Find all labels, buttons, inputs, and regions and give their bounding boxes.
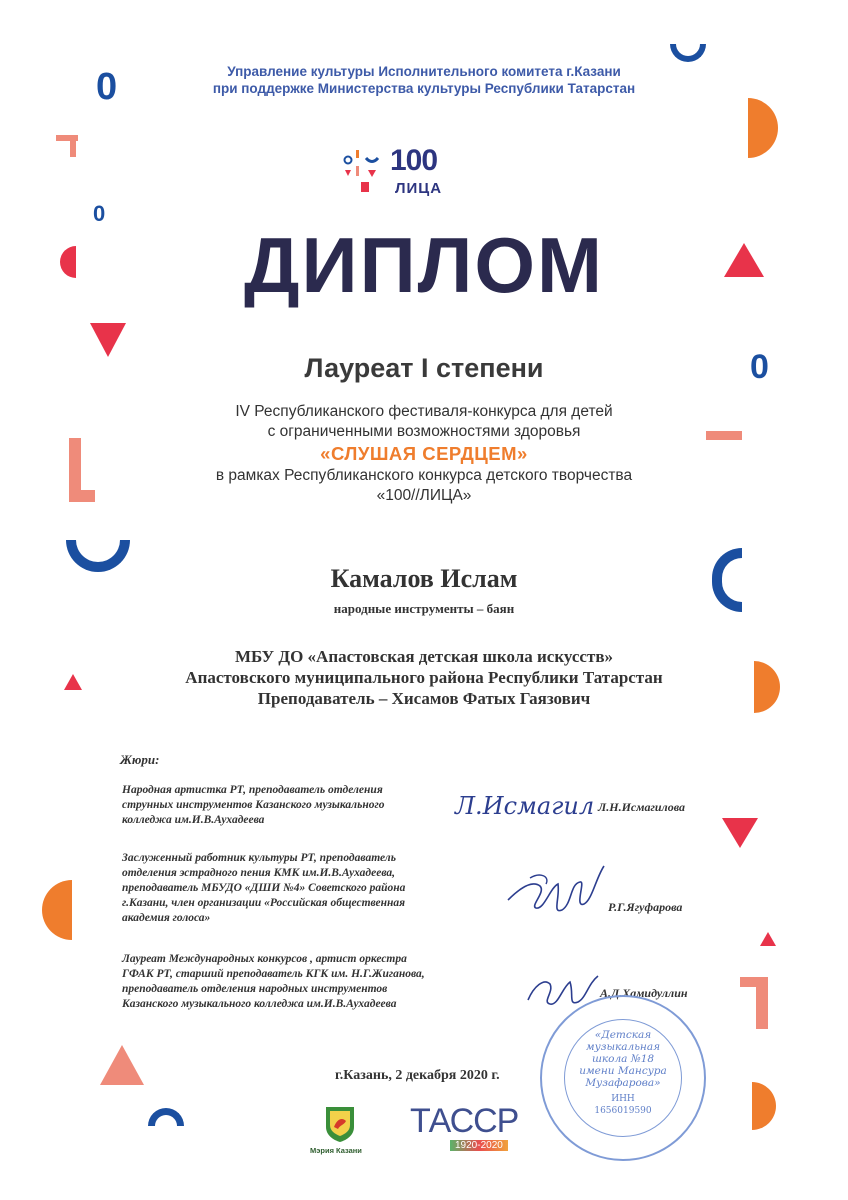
stamp-text xyxy=(562,1029,684,1117)
logo-number: 100 xyxy=(390,144,438,177)
decor-triangle-right-2 xyxy=(722,818,758,848)
stamp-line: имени Мансура xyxy=(579,1065,667,1077)
jury-member-2-line: Заслуженный работник культуры РТ, преподаватель xyxy=(122,852,396,864)
festival-name: «СЛУШАЯ СЕРДЦЕМ» xyxy=(320,443,528,464)
jury-member-1-line: Народная артистка РТ, преподаватель отделения xyxy=(122,784,383,796)
jury-member-3-line: ГФАК РТ, старший преподаватель КГК им. Н.Г.Жиганова, xyxy=(122,968,425,980)
recipient-name: Камалов Ислам xyxy=(330,564,518,593)
decor-halfcircle-right-orange-1 xyxy=(748,98,778,158)
jury-member-2-line: г.Казани, член организации «Российская общественная xyxy=(122,897,406,909)
jury-member-3-line: Лауреат Международных конкурсов , артист оркестра xyxy=(122,953,407,965)
tassr-logo-text: ТАССР xyxy=(410,1102,519,1140)
festival-line-4: «100//ЛИЦА» xyxy=(376,487,472,504)
jury-member-3-line: Казанского музыкального колледжа им.И.В.Аухадеева xyxy=(122,998,397,1010)
decor-bar-right-pink-head xyxy=(740,977,768,987)
stamp-line: школа №18 xyxy=(591,1053,655,1065)
org-line-2: при поддержке Министерства культуры Республики Татарстан xyxy=(212,81,636,96)
jury-member-3-line: преподаватель отделения народных инструментов xyxy=(122,983,388,995)
stamp-line: Музафарова» xyxy=(585,1077,661,1089)
jury-member-1-name: Л.Н.Исмагилова xyxy=(598,800,685,814)
stamp-line: музыкальная xyxy=(585,1041,661,1053)
decor-corner-left-1b xyxy=(70,135,76,157)
jury-member-2-text xyxy=(122,851,472,926)
jury-member-2-name: Р.Г.Ягуфарова xyxy=(608,900,683,914)
school-line-1: МБУ ДО «Апастовская детская школа искусств» xyxy=(234,647,614,666)
jury-member-2-line: академия голоса» xyxy=(122,912,211,924)
kazan-coat-of-arms-icon xyxy=(320,1103,360,1143)
logo-100-lica xyxy=(340,144,460,200)
signature-2-icon xyxy=(500,858,610,928)
school-stamp xyxy=(540,995,706,1161)
jury-member-1-line: струнных инструментов Казанского музыкального xyxy=(122,799,385,811)
jury-member-3-name: А.Д.Хамидуллин xyxy=(600,986,688,1000)
jury-member-2-line: отделения эстрадного пения КМК им.И.В.Аухадеева, xyxy=(122,867,396,879)
decor-o-right: 0 xyxy=(750,348,769,386)
stamp-line: ИНН xyxy=(611,1094,635,1104)
signature-1: Л.Исмагил xyxy=(455,792,595,820)
festival-line-2: с ограниченными возможностями здоровья xyxy=(267,423,581,440)
school-line-3: Преподаватель – Хисамов Фатых Гаязович xyxy=(257,689,591,708)
decor-triangle-right-small xyxy=(760,932,776,946)
diploma-title: ДИПЛОМ xyxy=(243,221,605,309)
jury-title: Жюри: xyxy=(120,752,160,767)
decor-halfring-left-bottom xyxy=(148,1108,184,1126)
jury-member-2-line: преподаватель МБУДО «ДШИ №4» Советского района xyxy=(122,882,406,894)
issue-date: г.Казань, 2 декабря 2020 г. xyxy=(335,1068,500,1083)
jury-member-3-text xyxy=(122,952,482,1012)
festival-line-3: в рамках Республиканского конкурса детского творчества xyxy=(215,467,633,484)
logo-mark-icon xyxy=(340,148,388,196)
school-line-2: Апастовского муниципального района Республики Татарстан xyxy=(185,668,663,687)
festival-description xyxy=(0,402,848,506)
school-info xyxy=(0,646,848,709)
award-level: Лауреат I степени xyxy=(304,353,544,383)
decor-halfcircle-left-orange xyxy=(42,880,72,940)
stamp-line: 1656019590 xyxy=(594,1106,652,1116)
org-line-1: Управление культуры Исполнительного комитета г.Казани xyxy=(227,64,621,79)
mayor-label: Мэрия Казани xyxy=(310,1146,362,1155)
decor-o-top-left: 0 xyxy=(96,66,118,108)
festival-line-1: IV Республиканского фестиваля-конкурса для детей xyxy=(235,403,613,420)
org-header xyxy=(0,63,848,97)
decor-o-left-small: 0 xyxy=(93,201,106,226)
decor-triangle-left-pink xyxy=(100,1045,144,1085)
jury-member-1-line: колледжа им.И.В.Аухадеева xyxy=(122,814,265,826)
logo-word: ЛИЦА xyxy=(395,180,443,197)
decor-triangle-left-1 xyxy=(90,323,126,357)
stamp-line: «Детская xyxy=(594,1029,652,1041)
jury-member-1-text xyxy=(122,783,452,828)
recipient-discipline: народные инструменты – баян xyxy=(333,601,515,616)
tassr-years: 1920-2020 xyxy=(450,1140,508,1151)
decor-halfring-right-top xyxy=(670,44,706,62)
decor-halfcircle-right-orange-3 xyxy=(752,1082,776,1130)
